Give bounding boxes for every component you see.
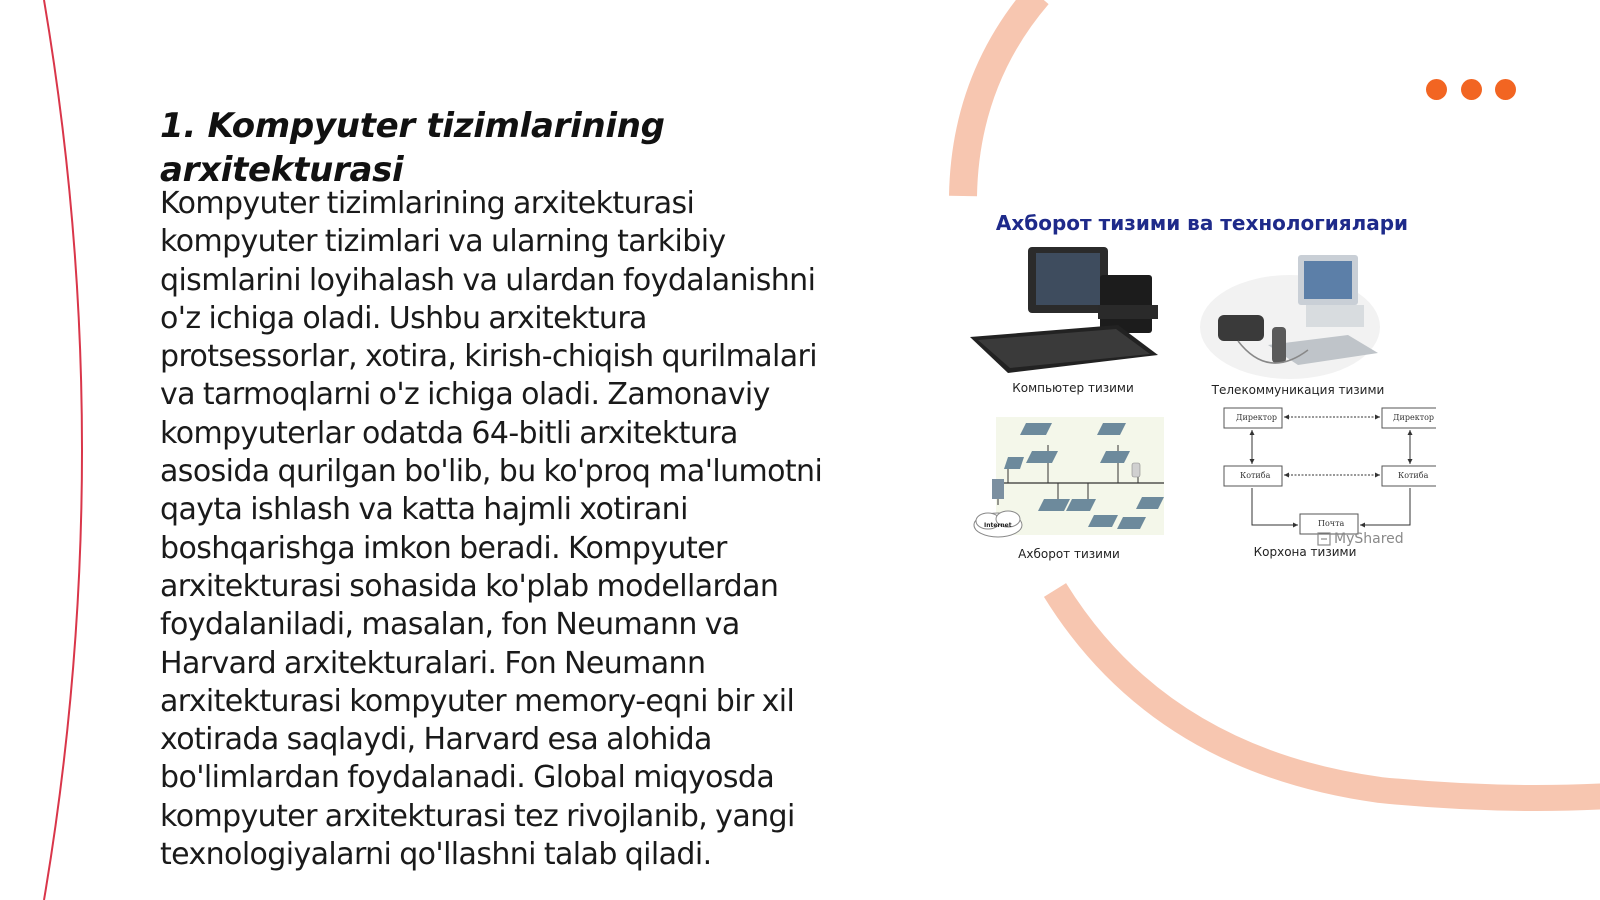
org-box-bottom: Почта: [1318, 519, 1345, 528]
left-red-curve: [44, 0, 82, 900]
slide-title: 1. Kompyuter tizimlarining arxitekturasi: [160, 106, 665, 190]
dot-2: [1461, 79, 1482, 100]
myshared-watermark: MyShared: [1334, 531, 1404, 547]
three-dot-menu-icon: [1426, 79, 1516, 101]
dot-3: [1495, 79, 1516, 100]
figure-title: Ахборот тизими ва технологиялари: [995, 211, 1409, 235]
caption-telecom-system: Телекоммуникация тизими: [1211, 383, 1385, 397]
myshared-logo-icon: [1318, 533, 1330, 545]
info-system-network-icon: [974, 417, 1164, 537]
computer-system-icon: [970, 247, 1158, 373]
orange-arc-top: [963, 0, 1038, 196]
org-box-director-left: Директор: [1236, 413, 1278, 422]
info-systems-figure: [968, 205, 1436, 577]
caption-computer-system: Компьютер тизими: [1012, 381, 1134, 395]
org-box-secretary-right: Котиба: [1398, 471, 1429, 480]
dot-1: [1426, 79, 1447, 100]
org-box-secretary-left: Котиба: [1240, 471, 1271, 480]
org-box-director-right: Директор: [1393, 413, 1435, 422]
enterprise-org-chart: [1224, 408, 1436, 534]
caption-enterprise-system: Корхона тизими: [1253, 545, 1357, 559]
telecom-system-icon: [1200, 255, 1380, 379]
internet-cloud-label: Internet: [984, 522, 1012, 529]
caption-info-system: Ахборот тизими: [1018, 547, 1120, 561]
orange-arc-bottom: [1055, 590, 1600, 798]
slide-body-text: Kompyuter tizimlarining arxitekturasi kompyuter tizimlari va ularning tarkibiy qismlarini loyihalash va ulardan foydalanishni o'z ichiga oladi. Ushbu arxitektura protsessorlar, xotira, kirish-chiqish qurilmalari va tarmoqlarni o'z ichiga oladi. Zamonaviy kompyuterlar odatda 64-bitli arxitektura asosida qurilgan bo'lib, bu ko'proq ma'lumotni qayta ishlash va katta hajmli xotirani boshqarishga imkon beradi. Kompyuter arxitekturasi sohasida ko'plab modellardan foydalaniladi, masalan, fon Neumann va Harvard arxitekturalari. Fon Neumann arxitekturasi kompyuter memory-eqni bir xil xotirada saqlaydi, Harvard esa alohida bo'limlardan foydalanadi. Global miqyosda kompyuter arxitekturasi tez rivojlanib, yangi texnologiyalarni qo'llashni talab qiladi.: [160, 186, 823, 873]
